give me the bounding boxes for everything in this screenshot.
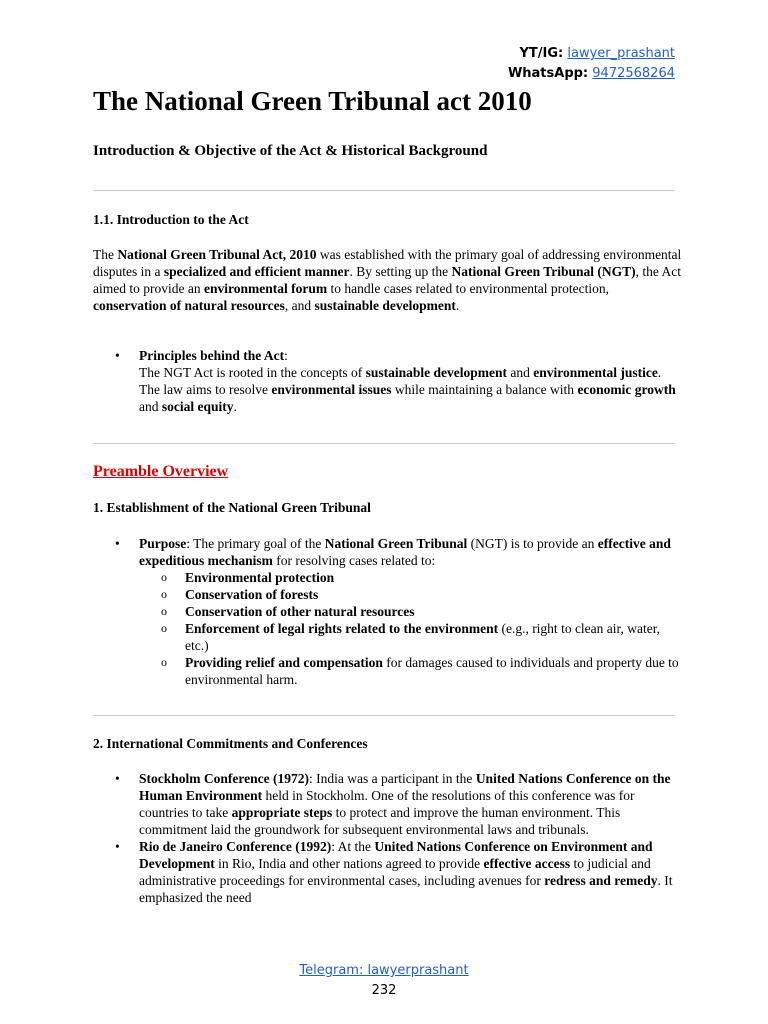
yt-line bbox=[508, 44, 675, 64]
conferences-list bbox=[93, 770, 683, 906]
bullet-icon: • bbox=[115, 536, 120, 551]
intro-paragraph: The National Green Tribunal Act, 2010 was established with the primary goal of addressing environmental disputes in a specialized and efficient manner. By setting up the National Green Tribunal (NGT), the Act aimed to provide an environmental forum to handle cases related to environmental protection, conservation of natural resources, and sustainable development. bbox=[93, 247, 682, 313]
circle-bullet-icon: o bbox=[161, 655, 167, 669]
bullet-icon: • bbox=[115, 771, 120, 786]
list-item: o Providing relief and compensation for damages caused to individuals and property due to environmental harm. bbox=[161, 655, 679, 687]
contact-header bbox=[508, 44, 675, 84]
divider bbox=[93, 190, 675, 191]
list-item: o Conservation of forests bbox=[161, 587, 319, 602]
purpose-list bbox=[93, 535, 683, 688]
list-item: • Rio de Janeiro Conference (1992): At the United Nations Conference on Environment and Development in Rio, India and other nations agreed to provide effective access to judicial and administrative proceedings for environmental cases, including avenues for redress and remedy. It emphasized the need bbox=[115, 839, 673, 905]
list-item: o Conservation of other natural resources bbox=[161, 604, 415, 619]
whatsapp-line bbox=[508, 64, 675, 84]
yt-label: YT/IG: bbox=[519, 46, 564, 61]
bullet-icon: • bbox=[115, 839, 120, 854]
list-item: o Environmental protection bbox=[161, 570, 335, 585]
page-title: The National Green Tribunal act 2010 bbox=[93, 86, 532, 116]
circle-bullet-icon: o bbox=[161, 621, 167, 635]
circle-bullet-icon: o bbox=[161, 570, 167, 584]
purpose-sublist bbox=[139, 569, 683, 688]
list-item: • Principles behind the Act: The NGT Act is rooted in the concepts of sustainable development and environmental justice. The law aims to resolve environmental issues while maintaining a balance with economic growth and social equity. bbox=[115, 348, 676, 414]
circle-bullet-icon: o bbox=[161, 587, 167, 601]
telegram-footer bbox=[0, 963, 768, 978]
principles-list bbox=[93, 347, 683, 415]
page-subtitle: Introduction & Objective of the Act & Historical Background bbox=[93, 143, 488, 159]
telegram-link[interactable]: Telegram: lawyerprashant bbox=[299, 963, 469, 978]
yt-handle-link[interactable]: lawyer_prashant bbox=[567, 46, 675, 61]
bullet-icon: • bbox=[115, 348, 120, 363]
divider bbox=[93, 715, 675, 716]
preamble-heading: Preamble Overview bbox=[93, 463, 229, 480]
section2-heading: 2. International Commitments and Conferences bbox=[93, 736, 368, 751]
list-item: o Enforcement of legal rights related to the environment (e.g., right to clean air, water, etc.) bbox=[161, 621, 661, 653]
list-item: • Stockholm Conference (1972): India was a participant in the United Nations Conference on the Human Environment held in Stockholm. One of the resolutions of this conference was for countries to take appropriate steps to protect and improve the human environment. This commitment laid the groundwork for subsequent environmental laws and tribunals. bbox=[115, 771, 671, 837]
whatsapp-label: WhatsApp: bbox=[507, 66, 589, 81]
whatsapp-number-link[interactable]: 9472568264 bbox=[592, 66, 675, 81]
page-number: 232 bbox=[371, 983, 397, 998]
divider bbox=[93, 443, 675, 444]
circle-bullet-icon: o bbox=[161, 604, 167, 618]
list-item: • Purpose: The primary goal of the National Green Tribunal (NGT) is to provide an effective and expeditious mechanism for resolving cases related to: o Environmental protection o Conservation of forests o Conservation of other natural resources o Enforcement of legal rights related to the environment (e.g., right to clean air, water, etc.) o Providing relief and compensation for damages caused to individuals and property due to environmental harm. bbox=[93, 535, 683, 688]
intro-heading: 1.1. Introduction to the Act bbox=[93, 212, 249, 227]
section1-heading: 1. Establishment of the National Green Tribunal bbox=[93, 500, 371, 515]
